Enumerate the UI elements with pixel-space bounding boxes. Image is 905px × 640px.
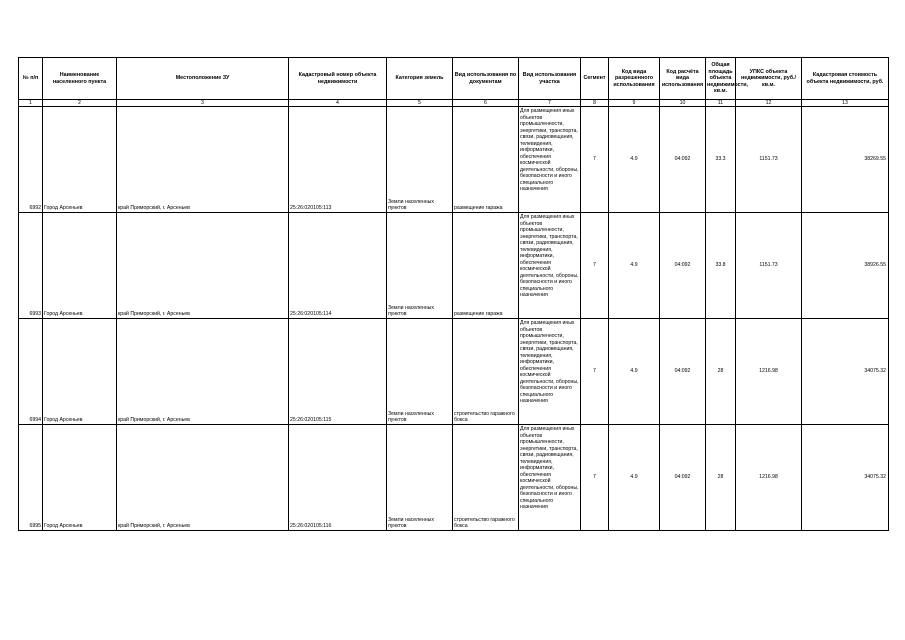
- total-area: 33.3: [706, 107, 736, 213]
- specific-cadastral-value: 1151.73: [736, 213, 802, 319]
- settlement-name: Город Арсеньев: [43, 213, 117, 319]
- segment: 7: [581, 425, 609, 531]
- column-number: 1: [19, 100, 43, 107]
- plot-location: край Приморский, г. Арсеньев: [117, 107, 289, 213]
- documented-use: строительство гаражного бокса: [453, 319, 519, 425]
- cadastral-value-table: [18, 57, 889, 531]
- cadastral-value: 34075.32: [802, 319, 889, 425]
- header-row: [19, 58, 889, 100]
- row-number: 6992: [19, 107, 43, 213]
- header-cell: Код расчёта вида использования: [660, 58, 706, 100]
- table-row: [19, 107, 889, 213]
- column-number: 6: [453, 100, 519, 107]
- documented-use: размещение гаража: [453, 213, 519, 319]
- specific-cadastral-value: 1216.98: [736, 425, 802, 531]
- column-number: 5: [387, 100, 453, 107]
- column-number: 12: [736, 100, 802, 107]
- cadastral-value: 34075.32: [802, 425, 889, 531]
- column-number: 8: [581, 100, 609, 107]
- row-number: 6994: [19, 319, 43, 425]
- plot-use: Для размещения иных объектов промышленности, энергетики, транспорта, связи, радиовещания, телевидения, информатики, обеспечения космической деятельности, обороны, безопасности и иного специального назначения: [519, 107, 581, 213]
- permitted-use-code: 4.9: [609, 107, 660, 213]
- header-cell: УПКС объекта недвижимости, руб./кв.м.: [736, 58, 802, 100]
- use-calc-code: 04:092: [660, 213, 706, 319]
- settlement-name: Город Арсеньев: [43, 425, 117, 531]
- plot-use: Для размещения иных объектов промышленности, энергетики, транспорта, связи, радиовещания, телевидения, информатики, обеспечения космической деятельности, обороны, безопасности и иного специального назначения: [519, 319, 581, 425]
- header-cell: Местоположение ЗУ: [117, 58, 289, 100]
- segment: 7: [581, 213, 609, 319]
- header-cell: Наименование населенного пункта: [43, 58, 117, 100]
- header-cell: Категория земель: [387, 58, 453, 100]
- cadastral-number: 25:26:020105:114: [289, 213, 387, 319]
- header-cell: Сегмент: [581, 58, 609, 100]
- column-number: 3: [117, 100, 289, 107]
- plot-use: Для размещения иных объектов промышленности, энергетики, транспорта, связи, радиовещания, телевидения, информатики, обеспечения космической деятельности, обороны, безопасности и иного специального назначения: [519, 425, 581, 531]
- land-category: Земли населенных пунктов: [387, 213, 453, 319]
- plot-location: край Приморский, г. Арсеньев: [117, 319, 289, 425]
- total-area: 28: [706, 319, 736, 425]
- specific-cadastral-value: 1151.73: [736, 107, 802, 213]
- permitted-use-code: 4.9: [609, 319, 660, 425]
- plot-location: край Приморский, г. Арсеньев: [117, 425, 289, 531]
- use-calc-code: 04:092: [660, 107, 706, 213]
- land-category: Земли населенных пунктов: [387, 319, 453, 425]
- settlement-name: Город Арсеньев: [43, 107, 117, 213]
- cadastral-number: 25:26:020105:115: [289, 319, 387, 425]
- column-number: 9: [609, 100, 660, 107]
- permitted-use-code: 4.9: [609, 213, 660, 319]
- cadastral-number: 25:26:020105:116: [289, 425, 387, 531]
- permitted-use-code: 4.9: [609, 425, 660, 531]
- use-calc-code: 04:092: [660, 425, 706, 531]
- column-number: 10: [660, 100, 706, 107]
- cadastral-value: 38926.55: [802, 213, 889, 319]
- column-number-row: [19, 100, 889, 107]
- plot-location: край Приморский, г. Арсеньев: [117, 213, 289, 319]
- header-cell: Код вида разрешенного использования: [609, 58, 660, 100]
- plot-use: Для размещения иных объектов промышленности, энергетики, транспорта, связи, радиовещания, телевидения, информатики, обеспечения космической деятельности, обороны, безопасности и иного специального назначения: [519, 213, 581, 319]
- column-number: 13: [802, 100, 889, 107]
- total-area: 28: [706, 425, 736, 531]
- settlement-name: Город Арсеньев: [43, 319, 117, 425]
- header-cell: Вид использования участка: [519, 58, 581, 100]
- segment: 7: [581, 319, 609, 425]
- documented-use: строительство гаражного бокса: [453, 425, 519, 531]
- use-calc-code: 04:092: [660, 319, 706, 425]
- row-number: 6993: [19, 213, 43, 319]
- header-cell: Кадастровый номер объекта недвижимости: [289, 58, 387, 100]
- header-cell: Вид использования по документам: [453, 58, 519, 100]
- cadastral-value: 38269.55: [802, 107, 889, 213]
- table-row: [19, 425, 889, 531]
- table-row: [19, 213, 889, 319]
- column-number: 7: [519, 100, 581, 107]
- header-cell: № п/п: [19, 58, 43, 100]
- cadastral-document-page: [18, 57, 888, 531]
- table-row: [19, 319, 889, 425]
- header-cell: Общая площадь объекта недвижимости, кв.м.: [706, 58, 736, 100]
- header-cell: Кадастровая стоимость объекта недвижимости, руб.: [802, 58, 889, 100]
- specific-cadastral-value: 1216.98: [736, 319, 802, 425]
- land-category: Земли населенных пунктов: [387, 425, 453, 531]
- land-category: Земли населенных пунктов: [387, 107, 453, 213]
- column-number: 11: [706, 100, 736, 107]
- cadastral-number: 25:26:020105:113: [289, 107, 387, 213]
- row-number: 6995: [19, 425, 43, 531]
- column-number: 4: [289, 100, 387, 107]
- column-number: 2: [43, 100, 117, 107]
- total-area: 33.8: [706, 213, 736, 319]
- segment: 7: [581, 107, 609, 213]
- documented-use: размещение гаража: [453, 107, 519, 213]
